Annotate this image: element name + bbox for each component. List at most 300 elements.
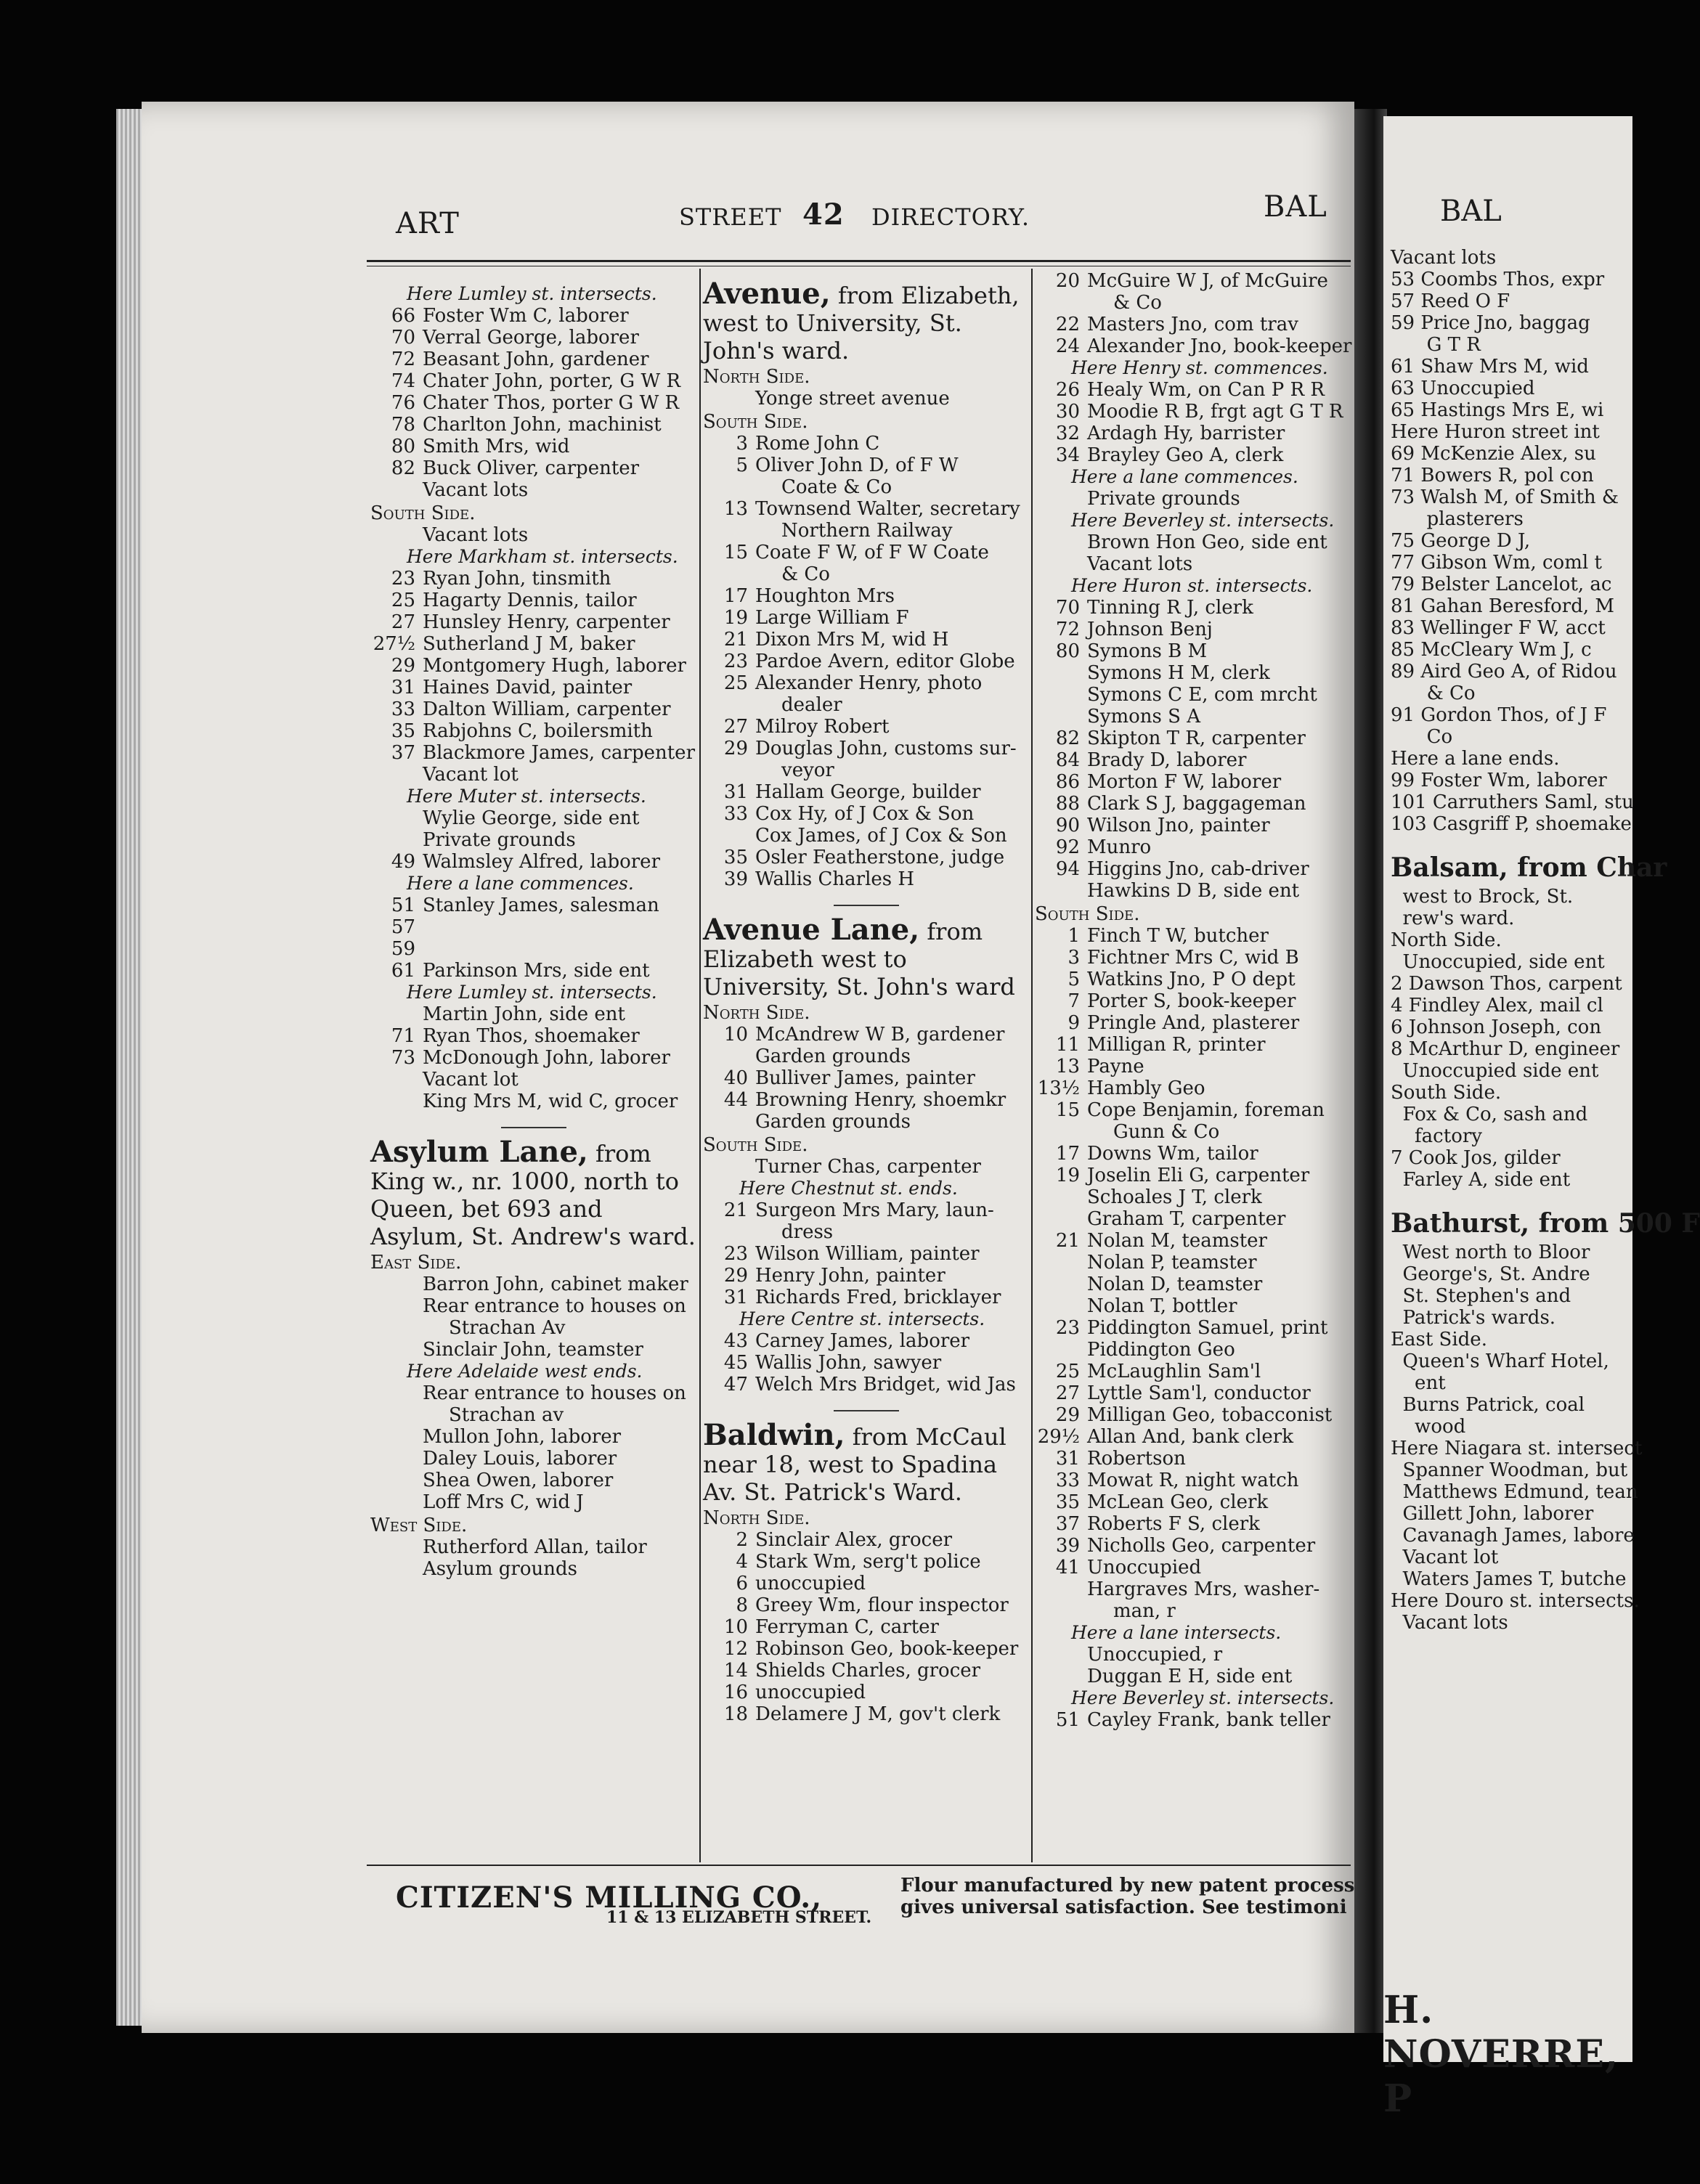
directory-entry: Nolan P, teamster [1087, 1252, 1257, 1274]
house-number: 47 [723, 1374, 748, 1395]
directory-entry: Daley Louis, laborer [423, 1448, 617, 1470]
directory-entry [370, 895, 697, 916]
directory-entry: Rutherford Allan, tailor [423, 1536, 647, 1558]
entry-text: Tinning R J, clerk [1087, 597, 1253, 619]
entry-continuation: & Co [781, 563, 830, 585]
directory-entry [703, 1551, 1030, 1573]
next-page-line: East Side. [1391, 1329, 1487, 1350]
next-page-line: 65 Hastings Mrs E, wi [1391, 399, 1604, 421]
directory-entry [370, 938, 697, 960]
directory-entry: Nolan D, teamster [1087, 1274, 1263, 1295]
entry-text: Unoccupied [1087, 1557, 1202, 1578]
directory-entry [1035, 815, 1354, 836]
next-page-line: 57 Reed O F [1391, 290, 1510, 312]
house-number: 45 [723, 1352, 748, 1374]
side-heading: North Side. [703, 366, 810, 388]
next-page-fragment [1383, 116, 1700, 2121]
cross-street-note: Here Markham st. intersects. [407, 546, 678, 567]
entry-text: Robertson [1087, 1448, 1186, 1470]
house-number: 2 [736, 1529, 748, 1551]
entry-text: Finch T W, butcher [1087, 925, 1269, 947]
house-number: 5 [736, 455, 748, 476]
house-number: 21 [1055, 1230, 1080, 1252]
entry-text: Bulliver James, painter [755, 1067, 975, 1089]
entry-text: Payne [1087, 1056, 1144, 1077]
entry-indented: Private grounds [1087, 488, 1240, 510]
entry-text: Wilson Jno, painter [1087, 815, 1270, 836]
house-number: 31 [391, 677, 415, 698]
house-number: 13 [723, 498, 748, 520]
entry-text: Milligan Geo, tobacconist [1087, 1404, 1333, 1426]
directory-entry: Nolan T, bottler [1087, 1295, 1237, 1317]
cross-street-note: Here Huron st. intersects. [1071, 575, 1313, 596]
next-page-line: Patrick's wards. [1391, 1307, 1556, 1329]
entry-text: Clark S J, baggageman [1087, 793, 1306, 815]
next-page-line: Vacant lots [1391, 1612, 1508, 1634]
entry-continuation: dealer [781, 694, 842, 716]
street-heading [370, 1135, 697, 1250]
entry-indented: Yonge street avenue [755, 388, 950, 410]
next-page-line: West north to Bloor [1391, 1242, 1590, 1263]
directory-entry [370, 851, 697, 873]
house-number: 25 [1055, 1361, 1080, 1382]
directory-entry [703, 433, 1030, 455]
entry-text: Osler Featherstone, judge [755, 847, 1005, 868]
house-number: 82 [391, 457, 415, 479]
next-page-line: wood [1391, 1416, 1466, 1438]
directory-entry [703, 455, 1030, 476]
next-page-line: 2 Dawson Thos, carpent [1391, 973, 1622, 995]
house-number: 19 [723, 607, 748, 629]
next-page-line: 85 McCleary Wm J, c [1391, 639, 1592, 661]
house-number: 7 [1067, 990, 1080, 1012]
directory-entry [1035, 1404, 1354, 1426]
next-page-line: Vacant lot [1391, 1547, 1499, 1568]
next-page-line: 91 Gordon Thos, of J F [1391, 704, 1607, 726]
house-number: 1 [1067, 925, 1080, 947]
directory-entry [1035, 1077, 1354, 1099]
directory-entry [1035, 1557, 1354, 1578]
directory-entry: Hargraves Mrs, washer- [1087, 1578, 1320, 1600]
next-page-line: G T R [1391, 334, 1481, 356]
entry-text: Fichtner Mrs C, wid B [1087, 947, 1299, 969]
house-number: 39 [1055, 1535, 1080, 1557]
directory-entry [1035, 1165, 1354, 1186]
house-number: 59 [391, 938, 415, 960]
cross-street-note: Here Chestnut st. ends. [739, 1178, 958, 1199]
entry-text: Lyttle Sam'l, conductor [1087, 1382, 1311, 1404]
house-number: 86 [1055, 771, 1080, 793]
directory-entry [703, 1703, 1030, 1725]
directory-entry [1035, 619, 1354, 640]
next-page-line: Unoccupied, side ent [1391, 951, 1605, 973]
directory-entry [703, 1352, 1030, 1374]
house-number: 27 [723, 716, 748, 738]
directory-entry [370, 633, 697, 655]
cross-street-note: Here Beverley st. intersects. [1071, 1687, 1335, 1708]
cross-street-note: Here Beverley st. intersects. [1071, 510, 1335, 531]
side-heading: South Side. [703, 1134, 808, 1156]
next-page-line: rew's ward. [1391, 908, 1515, 929]
house-number: 12 [723, 1638, 748, 1660]
next-page-line: & Co [1391, 682, 1476, 704]
directory-entry [1035, 925, 1354, 947]
house-number: 33 [723, 803, 748, 825]
entry-continuation: veyor [781, 759, 834, 781]
cross-street-note: Here Centre st. intersects. [739, 1308, 985, 1329]
directory-entry [703, 716, 1030, 738]
directory-entry [1035, 1448, 1354, 1470]
house-number: 10 [723, 1616, 748, 1638]
directory-entry [1035, 1382, 1354, 1404]
directory-entry [703, 607, 1030, 629]
directory-entry [370, 960, 697, 982]
section-separator [501, 1127, 566, 1128]
house-number: 20 [1055, 270, 1080, 292]
next-page-line: Here Douro st. intersects. [1391, 1590, 1640, 1612]
house-number: 21 [723, 1199, 748, 1221]
next-page-line: 79 Belster Lancelot, ac [1391, 574, 1612, 595]
entry-text: Masters Jno, com trav [1087, 314, 1298, 335]
entry-text: Moodie R B, frgt agt G T R [1087, 401, 1343, 423]
directory-entry [1035, 1317, 1354, 1339]
entry-text: Henry John, painter [755, 1265, 945, 1287]
directory-entry [703, 847, 1030, 868]
next-page-line: Balsam, from Char [1391, 852, 1667, 883]
house-number: 49 [391, 851, 415, 873]
entry-text: Watkins Jno, P O dept [1087, 969, 1296, 990]
directory-entry [1035, 401, 1354, 423]
entry-text: Wallis John, sawyer [755, 1352, 942, 1374]
directory-entry [370, 457, 697, 479]
directory-entry [1035, 1034, 1354, 1056]
house-number: 33 [391, 698, 415, 720]
house-number: 16 [723, 1682, 748, 1703]
house-number: 6 [736, 1573, 748, 1594]
street-heading [703, 913, 1030, 1001]
directory-entry [370, 436, 697, 457]
footer-slogan [900, 1875, 1354, 1918]
entry-text: Milroy Robert [755, 716, 890, 738]
next-page-line: Matthews Edmund, tean [1391, 1481, 1638, 1503]
entry-text: Large William F [755, 607, 909, 629]
house-number: 17 [723, 585, 748, 607]
next-page-line: Fox & Co, sash and [1391, 1104, 1588, 1125]
house-number: 31 [723, 781, 748, 803]
directory-entry [370, 655, 697, 677]
entry-text: Hunsley Henry, carpenter [423, 611, 670, 633]
directory-entry: Garden grounds [755, 1046, 911, 1067]
footer-slogan-line-2: gives universal satisfaction. See testimoni [900, 1896, 1347, 1918]
section-separator [834, 905, 899, 906]
house-number: 57 [391, 916, 415, 938]
house-number: 15 [723, 542, 748, 563]
house-number: 23 [723, 651, 748, 672]
house-number: 10 [723, 1024, 748, 1046]
directory-entry [370, 327, 697, 349]
house-number: 13½ [1037, 1077, 1080, 1099]
entry-text: Nicholls Geo, carpenter [1087, 1535, 1316, 1557]
street-description: from King w., nr. 1000, north to Queen, bet 693 and Asylum, St. Andrew's ward. [370, 1140, 696, 1250]
directory-entry [703, 1660, 1030, 1682]
directory-entry [1035, 990, 1354, 1012]
next-page-line: 71 Bowers R, pol con [1391, 465, 1594, 486]
directory-entry [1035, 1143, 1354, 1165]
entry-text: Milligan R, printer [1087, 1034, 1266, 1056]
directory-entry [1035, 1099, 1354, 1121]
directory-entry [703, 498, 1030, 520]
directory-entry [703, 542, 1030, 563]
directory-entry: Symons S A [1087, 706, 1201, 728]
entry-text: Buck Oliver, carpenter [423, 457, 640, 479]
directory-entry: Piddington Geo [1087, 1339, 1235, 1361]
directory-entry [1035, 1535, 1354, 1557]
house-number: 29 [1055, 1404, 1080, 1426]
next-page-line: Co [1391, 726, 1453, 748]
footer-slogan-line-1: Flour manufactured by new patent process [900, 1875, 1355, 1896]
directory-entry [370, 349, 697, 370]
house-number: 35 [1055, 1491, 1080, 1513]
house-number: 72 [1055, 619, 1080, 640]
entry-text: Hambly Geo [1087, 1077, 1205, 1099]
next-page-line: Queen's Wharf Hotel, [1391, 1350, 1609, 1372]
house-number: 29 [723, 1265, 748, 1287]
column-divider-2 [1031, 269, 1033, 1862]
house-number: 41 [1055, 1557, 1080, 1578]
house-number: 92 [1055, 836, 1080, 858]
page-stack-edges [116, 109, 145, 2026]
next-page-line: Here a lane ends. [1391, 748, 1560, 770]
house-number: 4 [736, 1551, 748, 1573]
cross-street-note: Here a lane commences. [1071, 466, 1298, 487]
side-heading: North Side. [703, 1002, 810, 1024]
house-number: 35 [723, 847, 748, 868]
next-page-line: 83 Wellinger F W, acct [1391, 617, 1606, 639]
entry-text: Rome John C [755, 433, 880, 455]
street-description: from McCaul near 18, west to Spadina Av. St. Patrick's Ward. [703, 1423, 1006, 1506]
next-page-line: 63 Unoccupied [1391, 378, 1535, 399]
entry-text: Coate F W, of F W Coate [755, 542, 989, 563]
directory-entry [703, 1594, 1030, 1616]
directory-entry: Asylum grounds [423, 1558, 577, 1580]
directory-entry [703, 1089, 1030, 1111]
entry-text: Wilson William, painter [755, 1243, 980, 1265]
entry-text: McLaughlin Sam'l [1087, 1361, 1261, 1382]
entry-text: Foster Wm C, laborer [423, 305, 629, 327]
next-page-line: South Side. [1391, 1082, 1502, 1104]
entry-text: Ardagh Hy, barrister [1087, 423, 1285, 444]
house-number: 29 [391, 655, 415, 677]
footer-company: CITIZEN'S MILLING CO., [396, 1881, 823, 1915]
entry-text: Hagarty Dennis, tailor [423, 590, 637, 611]
directory-entry [1035, 335, 1354, 357]
entry-text: Walmsley Alfred, laborer [423, 851, 660, 873]
directory-entry [703, 1573, 1030, 1594]
cross-street-note: Here Henry st. commences. [1071, 357, 1328, 378]
next-page-line: factory [1391, 1125, 1482, 1147]
next-page-line: 103 Casgriff P, shoemake [1391, 813, 1632, 835]
next-page-line: 61 Shaw Mrs M, wid [1391, 356, 1589, 378]
entry-text: Charlton John, machinist [423, 414, 662, 436]
directory-entry [1035, 1470, 1354, 1491]
directory-entry [1035, 270, 1354, 292]
house-number: 23 [1055, 1317, 1080, 1339]
house-number: 29 [723, 738, 748, 759]
directory-entry [1035, 640, 1354, 662]
entry-text: Alexander Jno, book-keeper [1087, 335, 1352, 357]
entry-text: Skipton T R, carpenter [1087, 728, 1306, 749]
directory-entry: Vacant lot [423, 1069, 518, 1091]
entry-text: Oliver John D, of F W [755, 455, 959, 476]
directory-entry [370, 677, 697, 698]
directory-entry: Loff Mrs C, wid J [423, 1491, 584, 1513]
house-number: 74 [391, 370, 415, 392]
header-right-key: BAL [1264, 190, 1327, 224]
entry-text: Welch Mrs Bridget, wid Jas [755, 1374, 1016, 1395]
house-number: 25 [723, 672, 748, 694]
entry-continuation: Coate & Co [781, 476, 892, 498]
entry-text: McGuire W J, of McGuire [1087, 270, 1328, 292]
entry-text: Sinclair Alex, grocer [755, 1529, 953, 1551]
entry-text: Munro [1087, 836, 1152, 858]
entry-text: Morton F W, laborer [1087, 771, 1282, 793]
directory-entry [703, 1529, 1030, 1551]
house-number: 70 [1055, 597, 1080, 619]
entry-text: Greey Wm, flour inspector [755, 1594, 1009, 1616]
entry-indented: Turner Chas, carpenter [755, 1156, 981, 1178]
entry-text: Townsend Walter, secretary [755, 498, 1020, 520]
house-number: 5 [1067, 969, 1080, 990]
house-number: 40 [723, 1067, 748, 1089]
house-number: 8 [736, 1594, 748, 1616]
next-page-line: Cavanagh James, labore [1391, 1525, 1635, 1547]
section-separator [834, 1410, 899, 1411]
house-number: 72 [391, 349, 415, 370]
directory-entry [1035, 597, 1354, 619]
directory-entry [370, 305, 697, 327]
directory-entry: Vacant lot [423, 764, 518, 786]
house-number: 39 [723, 868, 748, 890]
entry-continuation: dress [781, 1221, 834, 1243]
directory-entry [370, 742, 697, 764]
entry-text: Chater John, porter, G W R [423, 370, 681, 392]
entry-text: unoccupied [755, 1682, 866, 1703]
next-page-line: 53 Coombs Thos, expr [1391, 269, 1605, 290]
entry-text: Ryan Thos, shoemaker [423, 1025, 640, 1047]
directory-entry [703, 651, 1030, 672]
street-name: Baldwin, [703, 1418, 845, 1452]
entry-text: Blackmore James, carpenter [423, 742, 695, 764]
next-page-footer-ad: H. NOVERRE, P [1383, 1988, 1619, 2121]
entry-text: Cope Benjamin, foreman [1087, 1099, 1325, 1121]
directory-entry [1035, 423, 1354, 444]
next-page-line: George's, St. Andre [1391, 1263, 1590, 1285]
directory-entry [703, 1243, 1030, 1265]
next-page-line: 69 McKenzie Alex, su [1391, 443, 1596, 465]
next-page-line: Waters James T, butche [1391, 1568, 1627, 1590]
directory-entry [1035, 1491, 1354, 1513]
next-page-line: plasterers [1391, 508, 1524, 530]
directory-entry: King Mrs M, wid C, grocer [423, 1091, 678, 1112]
directory-entry [703, 1638, 1030, 1660]
next-page-line: 81 Gahan Beresford, M [1391, 595, 1615, 617]
directory-entry [370, 698, 697, 720]
street-name: Avenue Lane, [703, 913, 920, 947]
next-page-line: 101 Carruthers Saml, stu [1391, 791, 1634, 813]
entry-continuation: Strachan Av [449, 1317, 566, 1339]
house-number: 31 [723, 1287, 748, 1308]
next-page-line: Bathurst, from 500 F [1391, 1208, 1700, 1239]
street-description: from Elizabeth, west to University, St. John's ward. [703, 282, 1020, 364]
house-number: 32 [1055, 423, 1080, 444]
house-number: 66 [391, 305, 415, 327]
house-number: 31 [1055, 1448, 1080, 1470]
directory-entry [1035, 1709, 1354, 1731]
directory-entry [703, 1265, 1030, 1287]
cross-street-note: Here Lumley st. intersects. [407, 283, 657, 304]
directory-entry: Rear entrance to houses on [423, 1295, 686, 1317]
directory-entry [703, 585, 1030, 607]
directory-entry [703, 629, 1030, 651]
directory-entry [1035, 1230, 1354, 1252]
entry-continuation: & Co [1113, 292, 1162, 314]
house-number: 14 [723, 1660, 748, 1682]
next-page-line: St. Stephen's and [1391, 1285, 1571, 1307]
next-page-line: 99 Foster Wm, laborer [1391, 770, 1607, 791]
entry-text: Cayley Frank, bank teller [1087, 1709, 1330, 1731]
next-page-line: ent [1391, 1372, 1446, 1394]
house-number: 33 [1055, 1470, 1080, 1491]
entry-text: Smith Mrs, wid [423, 436, 570, 457]
next-page-line: 6 Johnson Joseph, con [1391, 1016, 1602, 1038]
entry-indented: Brown Hon Geo, side ent [1087, 531, 1327, 553]
entry-indented: Vacant lots [423, 524, 529, 546]
directory-entry [1035, 314, 1354, 335]
column-3 [1035, 270, 1354, 1731]
directory-entry [1035, 444, 1354, 466]
entry-text: Browning Henry, shoemkr [755, 1089, 1006, 1111]
street-description: from Elizabeth west to University, St. John's ward [703, 918, 1015, 1001]
entry-continuation: Northern Railway [781, 520, 953, 542]
entry-text: Stanley James, salesman [423, 895, 659, 916]
street-heading [703, 1418, 1030, 1506]
directory-entry [703, 1330, 1030, 1352]
directory-entry [703, 672, 1030, 694]
directory-entry [1035, 858, 1354, 880]
house-number: 88 [1055, 793, 1080, 815]
house-number: 78 [391, 414, 415, 436]
house-number: 73 [391, 1047, 415, 1069]
cross-street-note: Here Adelaide west ends. [407, 1361, 643, 1382]
entry-text: Dixon Mrs M, wid H [755, 629, 949, 651]
next-page-line: west to Brock, St. [1391, 886, 1574, 908]
directory-entry [370, 568, 697, 590]
house-number: 37 [1055, 1513, 1080, 1535]
house-number: 70 [391, 327, 415, 349]
entry-text: Piddington Samuel, print [1087, 1317, 1328, 1339]
directory-entry [703, 1682, 1030, 1703]
directory-entry: Wylie George, side ent [423, 807, 640, 829]
page-number: 42 [802, 197, 845, 232]
house-number: 15 [1055, 1099, 1080, 1121]
house-number: 51 [391, 895, 415, 916]
entry-text: Pringle And, plasterer [1087, 1012, 1300, 1034]
directory-entry: Sinclair John, teamster [423, 1339, 643, 1361]
directory-entry [703, 803, 1030, 825]
next-page-line: 77 Gibson Wm, coml t [1391, 552, 1602, 574]
header-directory: DIRECTORY. [871, 203, 1030, 231]
next-page-line: Here Niagara st. intersect [1391, 1438, 1643, 1459]
